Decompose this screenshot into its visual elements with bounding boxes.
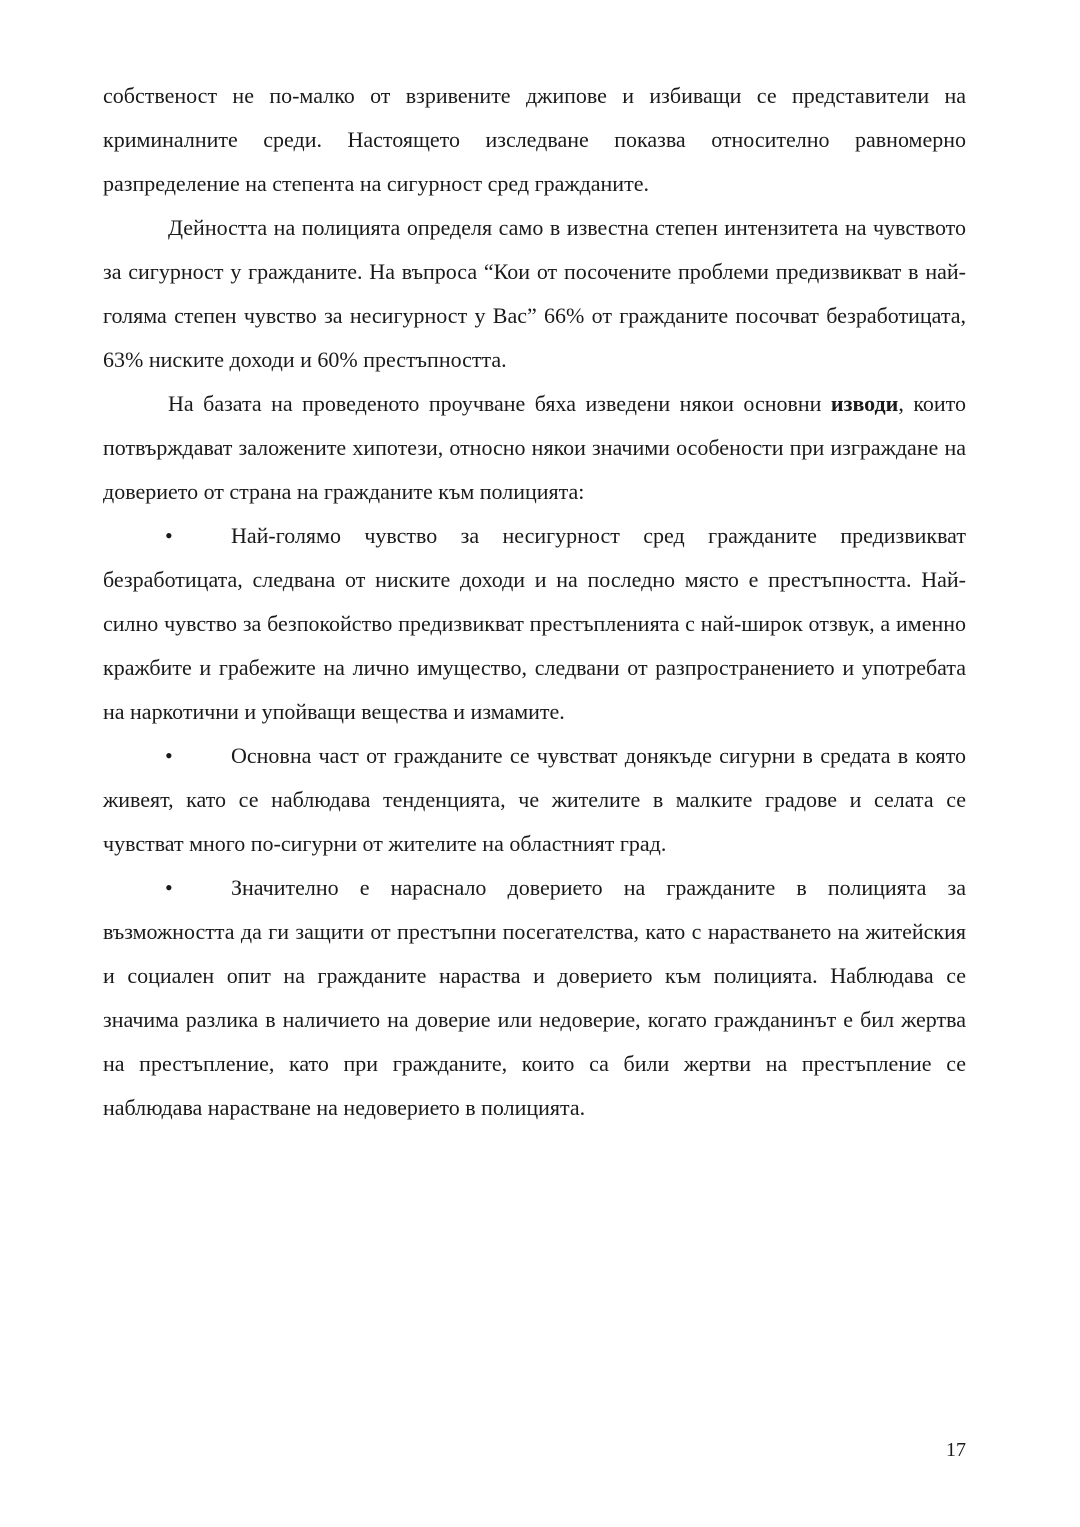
list-item (103, 734, 966, 866)
bullet-icon: • (165, 523, 173, 548)
conclusions-intro-start: На базата на проведеното проучване бяха изведени някои основни (168, 391, 822, 416)
body-text (103, 74, 966, 1130)
bullet-icon: • (165, 743, 173, 768)
paragraph-conclusions-intro (103, 382, 966, 514)
list-item-text: Основна част от гражданите се чувстват донякъде сигурни в средата в която живеят, като се наблюдава тенденцията, че жителите в малките градове и селата се чувстват много по-сигурни от жителите на областният град. (103, 743, 966, 856)
page-number: 17 (946, 1439, 966, 1461)
conclusions-keyword: изводи (830, 391, 899, 416)
paragraph-police-activity: Дейността на полицията определя само в известна степен интензитета на чувството за сигурност у гражданите. На въпроса “Кои от посочените проблеми предизвикват в най-голяма степен чувство за несигурност у Вас” 66% от гражданите посочват безработицата, 63% ниските доходи и 60% престъпността. (103, 215, 966, 372)
list-item (103, 514, 966, 734)
conclusions-intro-end: , които потвърждават заложените хипотези, относно някои значими особености при изграждане на доверието от страна на гражданите към полицията: (103, 391, 966, 504)
list-item-text: Най-голямо чувство за несигурност сред гражданите предизвикват безработицата, следвана от ниските доходи и на последно място е престъпността. Най-силно чувство за безпокойство предизвикват престъпленията с най-широк отзвук, а именно кражбите и грабежите на лично имущество, следвани от разпространението и употребата на наркотични и упойващи вещества и измамите. (103, 523, 966, 724)
conclusions-list (103, 514, 966, 1130)
bullet-icon: • (165, 875, 173, 900)
paragraph-continuation: собственост не по-малко от взривените джипове и избиващи се представители на криминалните среди. Настоящето изследване показва относително равномерно разпределение на степента на сигурност сред гражданите. (103, 83, 966, 196)
list-item (103, 866, 966, 1130)
list-item-text: Значително е нараснало доверието на гражданите в полицията за възможността да ги защити от престъпни посегателства, като с нарастването на житейския и социален опит на гражданите нараства и доверието към полицията. Наблюдава се значима разлика в наличието на доверие или недоверие, когато гражданинът е бил жертва на престъпление, като при гражданите, които са били жертви на престъпление се наблюдава нарастване на недоверието в полицията. (103, 875, 966, 1120)
